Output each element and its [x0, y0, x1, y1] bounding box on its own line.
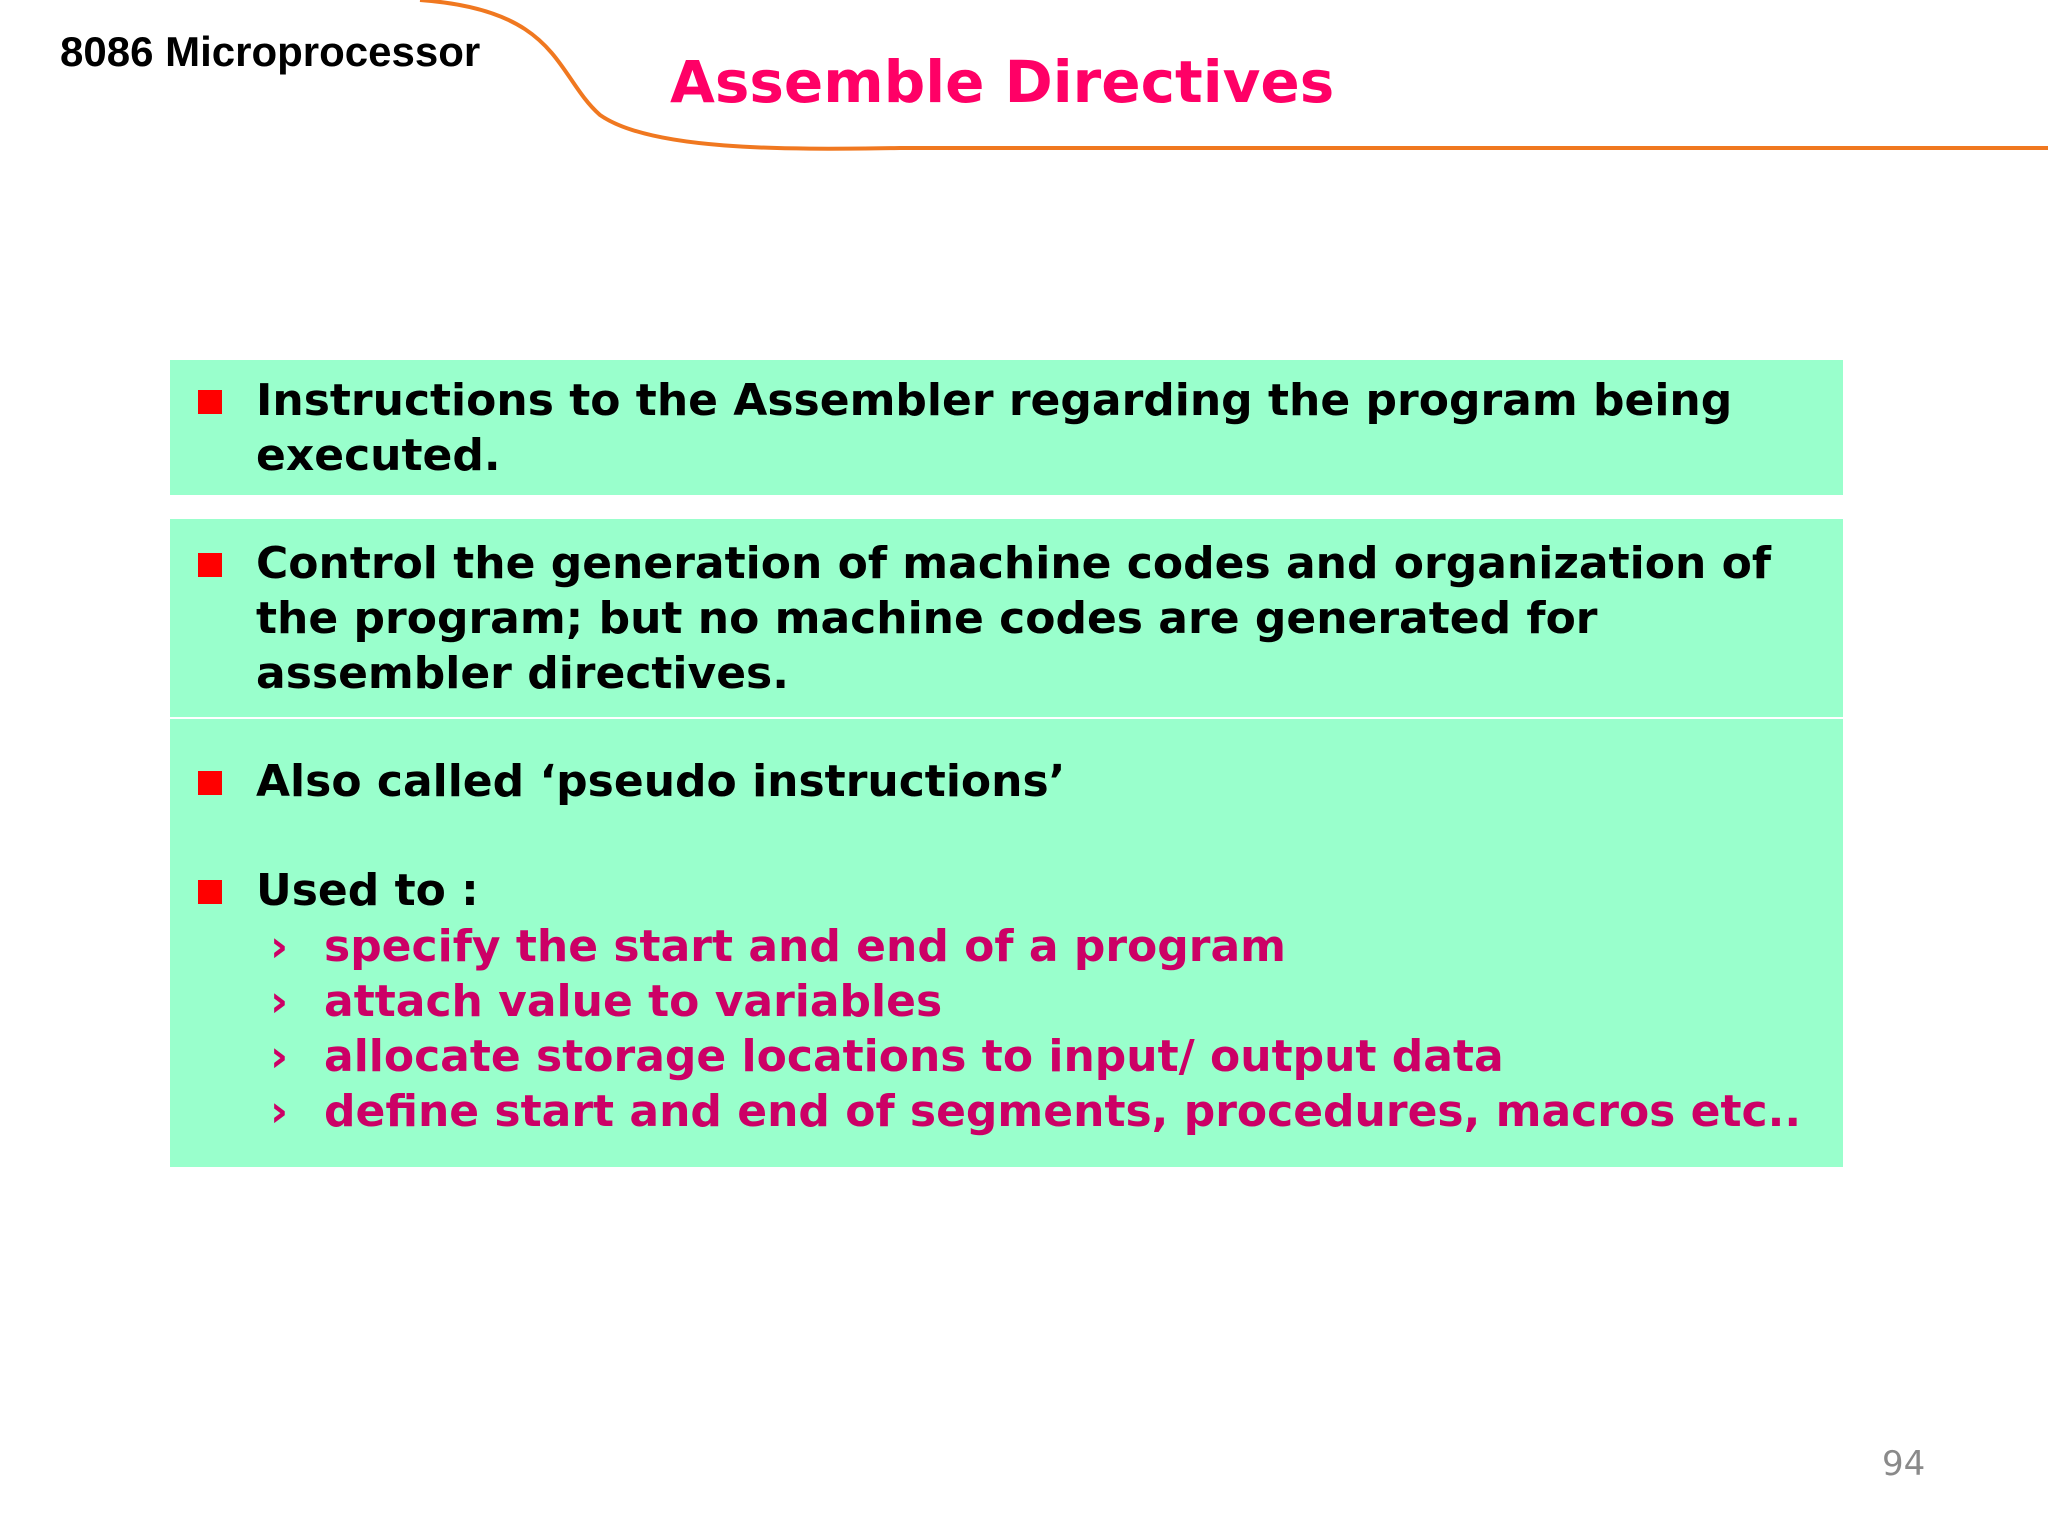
bullet-text: Control the generation of machine codes and organization of the program; but no machine codes are generated for assembler directives. [256, 538, 1771, 699]
square-bullet-icon [198, 771, 222, 795]
content-box-1 [170, 360, 1843, 495]
list-item-text: attach value to variables [324, 976, 943, 1027]
bullet-text: Also called ‘pseudo instructions’ [256, 756, 1066, 807]
chevron-right-icon: › [270, 976, 289, 1027]
square-bullet-icon [198, 390, 222, 414]
chevron-right-icon: › [270, 921, 289, 972]
chevron-right-icon: › [270, 1086, 289, 1137]
square-bullet-icon [198, 880, 222, 904]
list-item-text: allocate storage locations to input/ output data [324, 1031, 1504, 1082]
slide-title: Assemble Directives [670, 48, 1335, 116]
used-to-list [270, 919, 1833, 1139]
list-item-text: define start and end of segments, procedures, macros etc.. [324, 1086, 1802, 1137]
course-title: 8086 Microprocessor [60, 28, 481, 75]
bullet-text: Used to : [256, 865, 479, 916]
chevron-right-icon: › [270, 1031, 289, 1082]
list-item [270, 1029, 1833, 1084]
list-item-text: specify the start and end of a program [324, 921, 1286, 972]
list-item [270, 919, 1833, 974]
bullet-text: Instructions to the Assembler regarding the program being executed. [256, 375, 1733, 481]
square-bullet-icon [198, 553, 222, 577]
list-item [270, 974, 1833, 1029]
content-box-2 [170, 519, 1843, 717]
list-item [270, 1084, 1833, 1139]
page-number: 94 [1882, 1444, 1926, 1484]
content-box-3 [170, 719, 1843, 1167]
